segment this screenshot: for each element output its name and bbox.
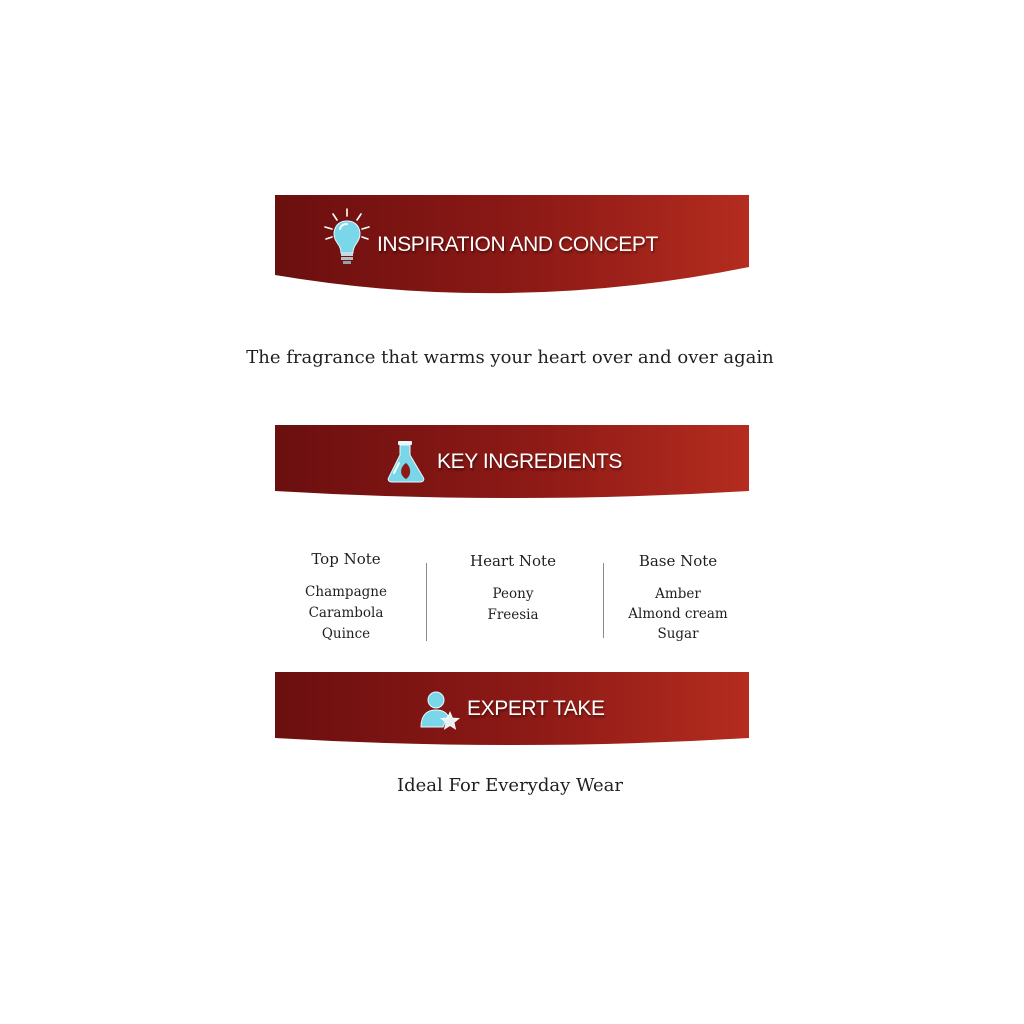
base-note-item: Sugar	[657, 626, 699, 642]
base-note-item: Almond cream	[628, 606, 728, 622]
expert-banner	[275, 672, 749, 747]
expert-user-star-icon	[419, 689, 461, 735]
section-title: INSPIRATION AND CONCEPT	[377, 233, 658, 256]
top-note-column	[256, 550, 436, 645]
ingredients-banner	[275, 425, 749, 500]
lightbulb-icon	[323, 207, 371, 271]
expert-text: Ideal For Everyday Wear	[396, 775, 624, 796]
inspiration-text: The fragrance that warms your heart over and over again	[246, 347, 774, 368]
top-note-heading: Top Note	[311, 550, 381, 568]
base-note-heading: Base Note	[638, 552, 718, 570]
flask-icon	[385, 439, 427, 487]
base-note-column	[588, 552, 768, 644]
heart-note-item: Peony	[492, 586, 534, 602]
heart-note-item: Freesia	[487, 607, 539, 623]
heart-note-column	[423, 552, 603, 626]
top-note-item: Carambola	[308, 605, 384, 621]
section-title: KEY INGREDIENTS	[437, 450, 622, 473]
section-title: EXPERT TAKE	[467, 697, 605, 720]
top-note-item: Quince	[321, 626, 371, 642]
top-note-item: Champagne	[305, 584, 387, 600]
inspiration-banner	[275, 195, 749, 295]
heart-note-heading: Heart Note	[470, 552, 556, 570]
base-note-item: Amber	[655, 586, 701, 602]
